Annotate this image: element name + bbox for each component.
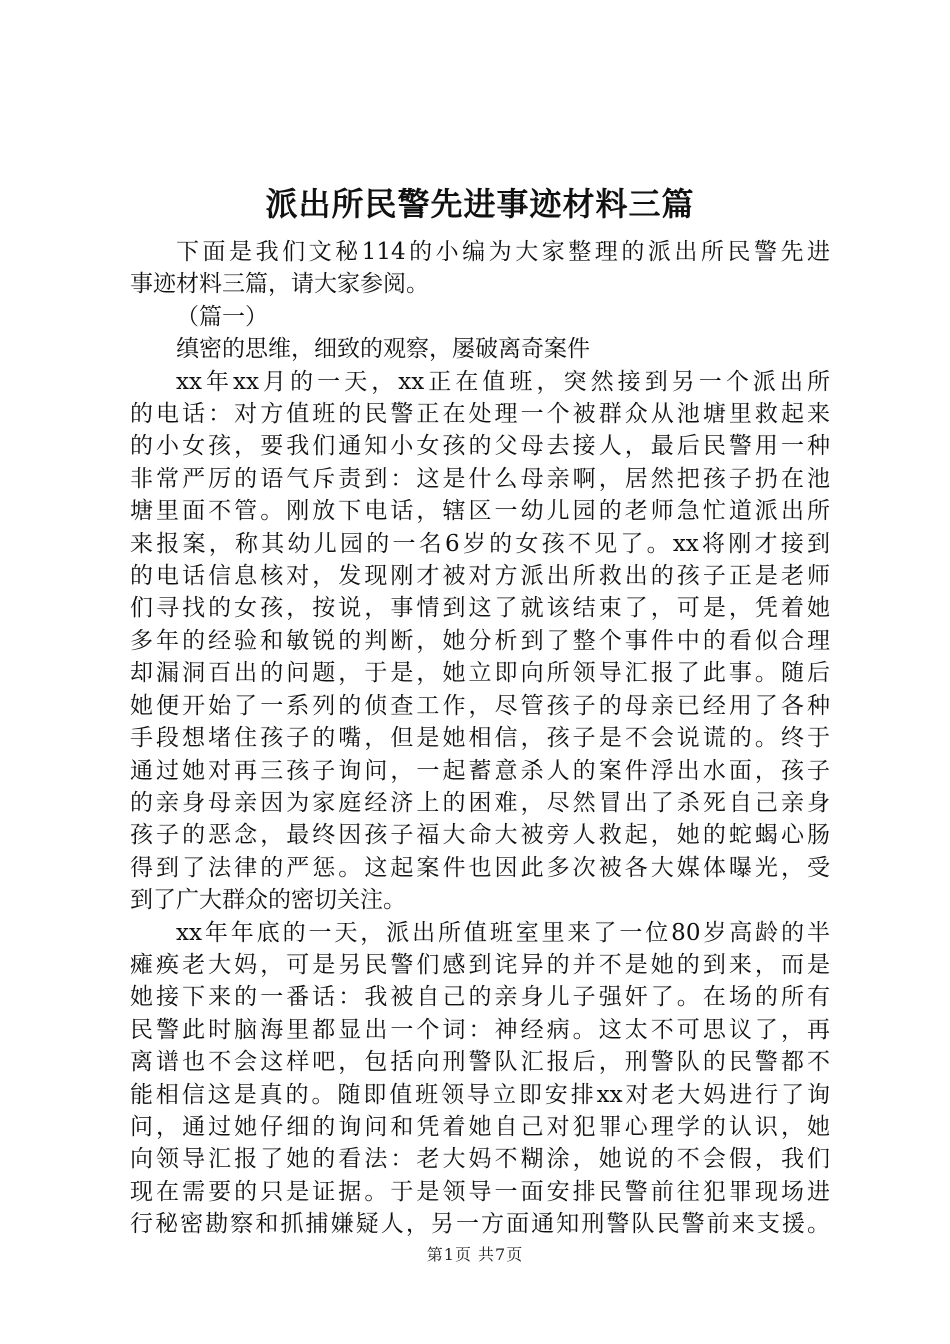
text-line: 离谱也不会这样吧，包括向刑警队汇报后，刑警队的民警都不 xyxy=(130,1049,830,1076)
text-line: 问，通过她仔细的询问和凭着她自己对犯罪心理学的认识，她 xyxy=(130,1113,830,1140)
text-line: 行秘密勘察和抓捕嫌疑人，另一方面通知刑警队民警前来支援。 xyxy=(130,1211,830,1238)
text-line: 向领导汇报了她的看法：老大妈不糊涂，她说的不会假，我们 xyxy=(130,1146,830,1173)
text-line: 瘫痪老大妈，可是另民警们感到诧异的并不是她的到来，而是 xyxy=(130,951,830,978)
body-paragraph-2 xyxy=(130,917,830,1241)
section-subtitle: 缜密的思维，细致的观察，屡破离奇案件 xyxy=(176,336,590,363)
text-line: 塘里面不管。刚放下电话，辖区一幼儿园的老师急忙道派出所 xyxy=(130,498,830,525)
text-line: 孩子的恶念，最终因孩子福大命大被旁人救起，她的蛇蝎心肠 xyxy=(130,822,830,849)
text-line: 的电话：对方值班的民警正在处理一个被群众从池塘里救起来 xyxy=(130,401,830,428)
text-line: 非常严厉的语气斥责到：这是什么母亲啊，居然把孩子扔在池 xyxy=(130,465,830,492)
text-line: 到了广大群众的密切关注。 xyxy=(130,887,406,914)
text-line: 手段想堵住孩子的嘴，但是她相信，孩子是不会说谎的。终于 xyxy=(130,725,830,752)
text-line: 她便开始了一系列的侦查工作，尽管孩子的母亲已经用了各种 xyxy=(130,692,830,719)
text-line: 事迹材料三篇，请大家参阅。 xyxy=(130,271,429,298)
text-line: 多年的经验和敏锐的判断，她分析到了整个事件中的看似合理 xyxy=(130,627,830,654)
body-paragraph-1 xyxy=(130,366,830,917)
text-line: 能相信这是真的。随即值班领导立即安排xx对老大妈进行了询 xyxy=(130,1081,830,1108)
text-line: 现在需要的只是证据。于是领导一面安排民警前往犯罪现场进 xyxy=(130,1178,830,1205)
text-line: 的小女孩，要我们通知小女孩的父母去接人，最后民警用一种 xyxy=(130,433,830,460)
document-title: 派出所民警先进事迹材料三篇 xyxy=(265,185,695,223)
page-number-footer: 第1页 共7页 xyxy=(426,1245,524,1264)
text-line: xx年xx月的一天，xx正在值班，突然接到另一个派出所 xyxy=(176,368,830,395)
text-line: 的亲身母亲因为家庭经济上的困难，尽然冒出了杀死自己亲身 xyxy=(130,789,830,816)
text-line: 通过她对再三孩子询问，一起蓄意杀人的案件浮出水面，孩子 xyxy=(130,757,830,784)
section-label: （篇一） xyxy=(176,303,268,330)
intro-paragraph xyxy=(130,236,830,301)
document-body xyxy=(130,236,830,1241)
text-line: 她接下来的一番话：我被自己的亲身儿子强奸了。在场的所有 xyxy=(130,984,830,1011)
text-line: 下面是我们文秘114的小编为大家整理的派出所民警先进 xyxy=(176,239,830,265)
text-line: 民警此时脑海里都显出一个词：神经病。这太不可思议了，再 xyxy=(130,1016,830,1043)
text-line: 得到了法律的严惩。这起案件也因此多次被各大媒体曝光，受 xyxy=(130,854,830,881)
text-line: 的电话信息核对，发现刚才被对方派出所救出的孩子正是老师 xyxy=(130,563,830,590)
text-line: 来报案，称其幼儿园的一名6岁的女孩不见了。xx将刚才接到 xyxy=(130,530,830,557)
text-line: xx年年底的一天，派出所值班室里来了一位80岁高龄的半 xyxy=(176,919,830,946)
text-line: 们寻找的女孩，按说，事情到这了就该结束了，可是，凭着她 xyxy=(130,595,830,622)
text-line: 却漏洞百出的问题，于是，她立即向所领导汇报了此事。随后 xyxy=(130,660,830,687)
